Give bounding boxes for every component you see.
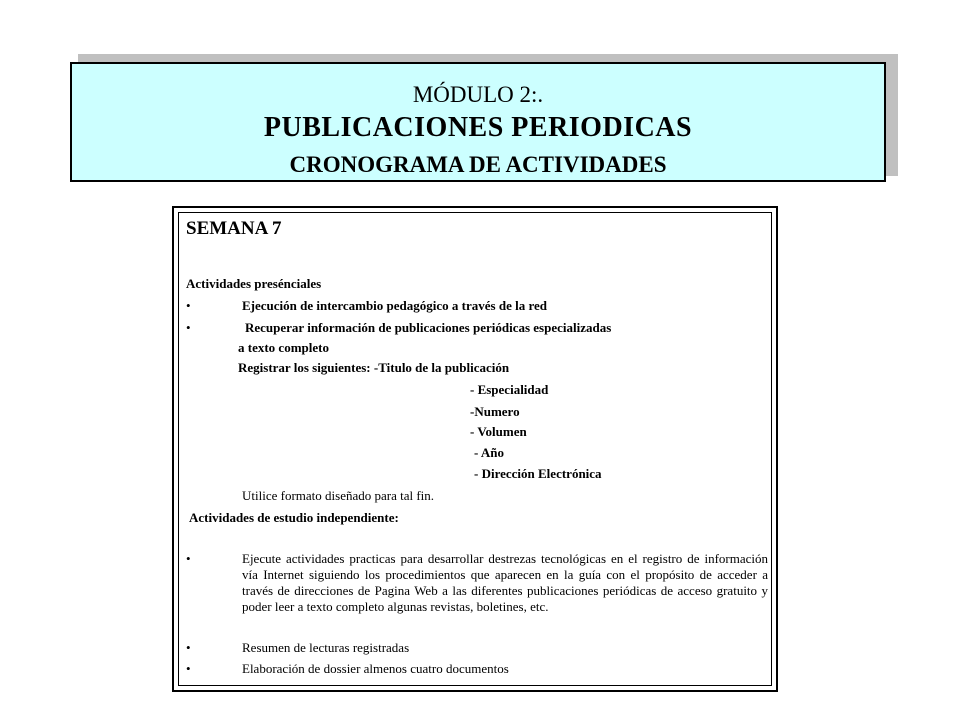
field-item: - Volumen [470,424,527,439]
list-item: Recuperar información de publicaciones periódicas especializadas [245,320,612,335]
list-item: Resumen de lecturas registradas [242,640,410,655]
week-heading: SEMANA 7 [186,218,282,239]
header-banner [70,62,886,182]
bullet-icon: • [186,640,191,655]
format-note: Utilice formato diseñado para tal fin. [242,488,435,503]
presencial-heading: Actividades presénciales [186,276,322,291]
field-item: -Numero [470,404,520,419]
independent-heading: Actividades de estudio independiente: [189,510,399,525]
field-item: - Dirección Electrónica [474,466,602,481]
bullet-icon: • [186,661,191,676]
field-item: - Especialidad [470,382,549,397]
list-item-continuation: a texto completo [238,340,329,355]
page-title: PUBLICACIONES PERIODICAS [263,112,693,143]
bullet-icon: • [186,298,191,313]
bullet-icon: • [186,551,191,566]
list-item: Ejecución de intercambio pedagógico a través de la red [242,298,547,313]
field-item: - Año [474,445,504,460]
module-label: MÓDULO 2:. [412,82,544,107]
register-line: Registrar los siguientes: -Titulo de la publicación [238,360,510,375]
list-item: Elaboración de dossier almenos cuatro documentos [242,661,509,676]
page-subtitle: CRONOGRAMA DE ACTIVIDADES [289,152,667,177]
list-item: Ejecute actividades practicas para desarrollar destrezas tecnológicas en el registro de información vía Internet siguiendo los procedimientos que aparecen en la guía con el propósito de acceder a través de direcciones de Pagina Web a las diferentes publicaciones periódicas de acceso gratuito y poder leer a texto completo algunas revistas, boletines, etc. [242,551,768,614]
bullet-icon: • [186,320,191,335]
